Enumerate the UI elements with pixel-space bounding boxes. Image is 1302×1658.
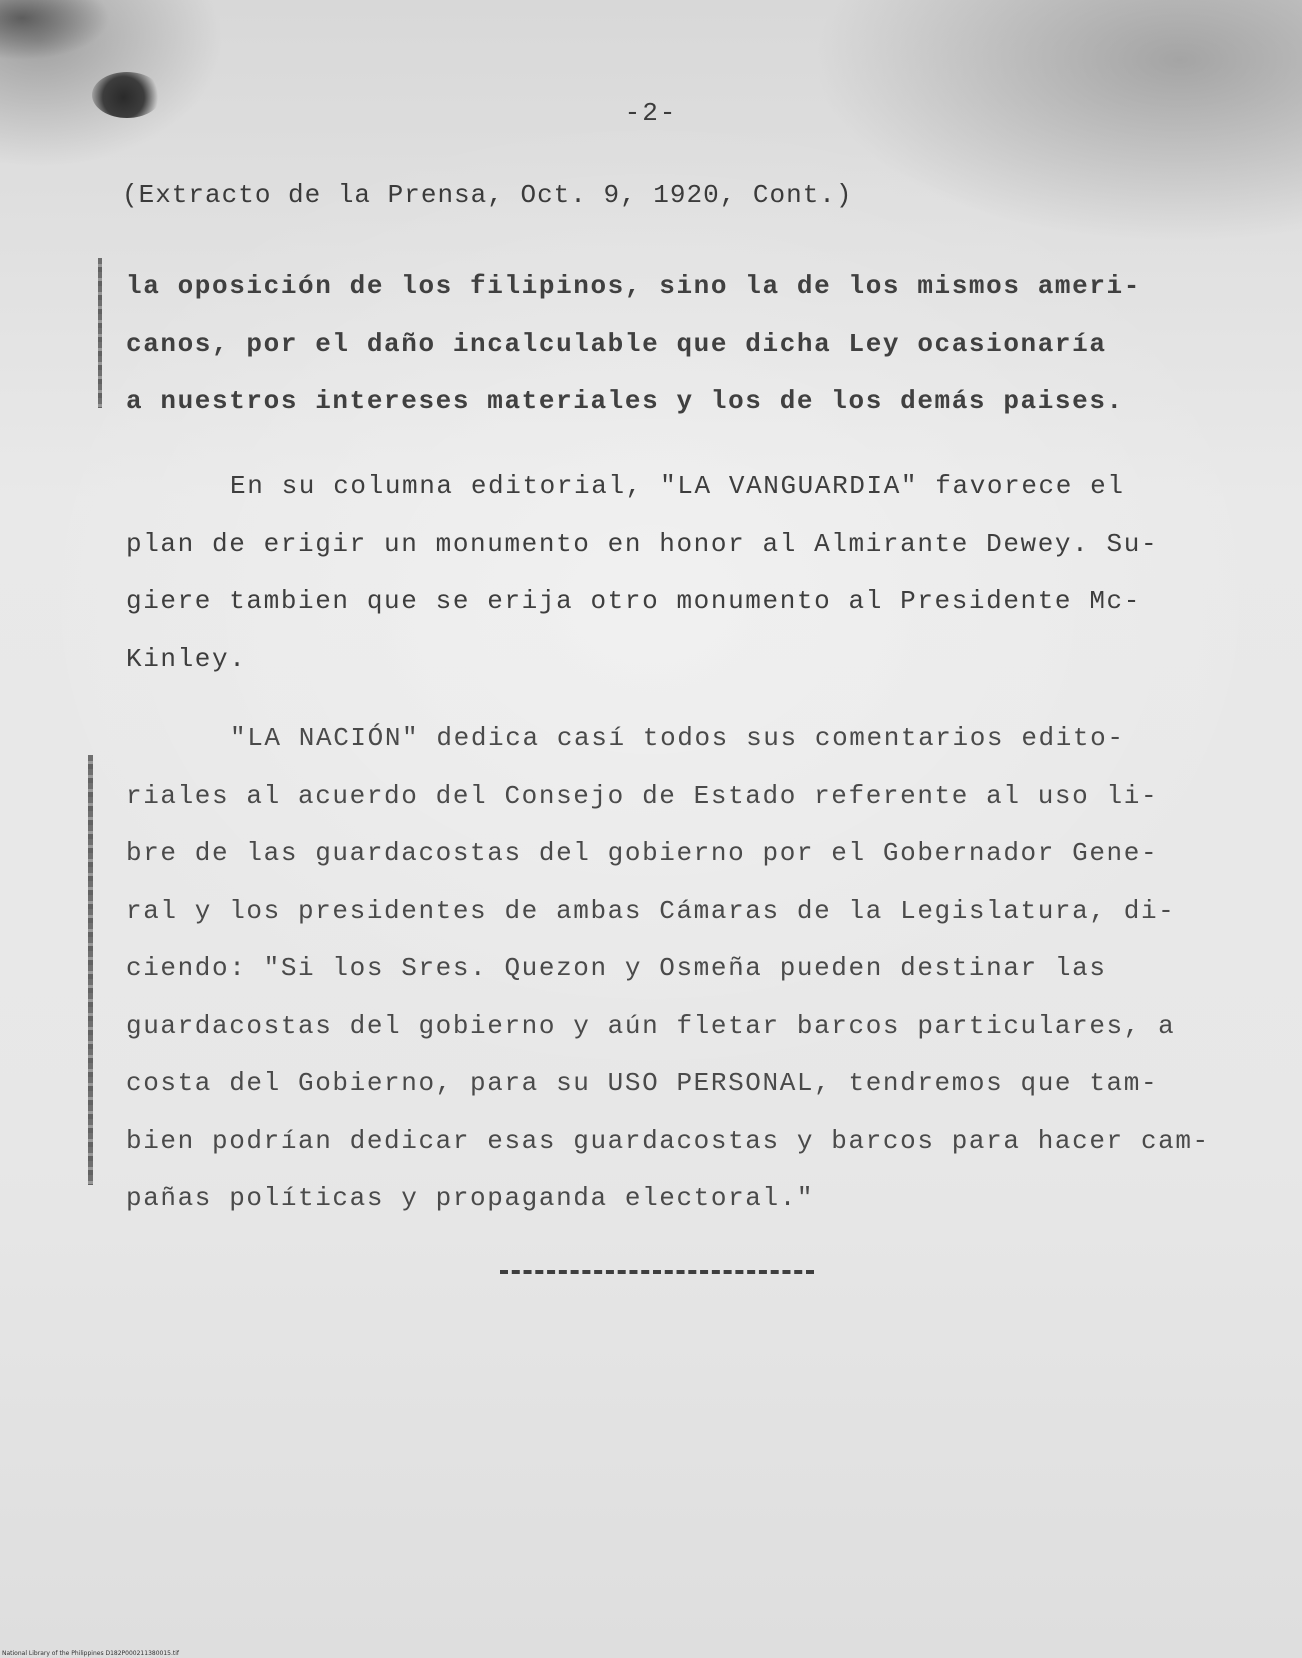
page-number: -2-: [624, 98, 678, 128]
archive-footer: National Library of the Philippines D182P000211380015.tif: [2, 1650, 180, 1657]
text-line: canos, por el daño incalculable que dicha Ley ocasionaría: [126, 328, 1107, 359]
text-line: "LA NACIÓN" dedica casí todos sus comentarios edito-: [230, 723, 1125, 753]
paragraph-2: [126, 458, 1246, 688]
text-line: bre de las guardacostas del gobierno por el Gobernador Gene-: [126, 838, 1159, 868]
text-line: la oposición de los filipinos, sino la de los mismos ameri-: [126, 271, 1141, 301]
text-line: ciendo: "Si los Sres. Quezon y Osmeña pueden destinar las: [126, 953, 1107, 983]
text-line: bien podrían dedicar esas guardacostas y barcos para hacer cam-: [126, 1125, 1210, 1156]
text-line: ral y los presidentes de ambas Cámaras de la Legislatura, di-: [126, 895, 1176, 926]
margin-mark-top: [98, 258, 102, 408]
text-line: costa del Gobierno, para su USO PERSONAL, tendremos que tam-: [126, 1068, 1159, 1098]
closing-dashed-rule: [500, 1270, 814, 1274]
paragraph-1: [126, 258, 1246, 431]
paragraph-3: [126, 710, 1246, 1228]
text-line: Kinley.: [126, 643, 247, 674]
text-line: plan de erigir un monumento en honor al Almirante Dewey. Su-: [126, 528, 1159, 559]
text-line: giere tambien que se erija otro monumento al Presidente Mc-: [126, 586, 1141, 616]
margin-mark-bottom: [88, 755, 93, 1185]
document-subtitle: (Extracto de la Prensa, Oct. 9, 1920, Cont.): [122, 180, 853, 210]
text-line: guardacostas del gobierno y aún fletar barcos particulares, a: [126, 1010, 1176, 1041]
text-line: riales al acuerdo del Consejo de Estado referente al uso li-: [126, 780, 1159, 811]
text-line: En su columna editorial, "LA VANGUARDIA" favorece el: [230, 471, 1125, 501]
text-line: pañas políticas y propaganda electoral.": [126, 1183, 815, 1213]
text-line: a nuestros intereses materiales y los de los demás paises.: [126, 386, 1124, 416]
ink-stain: [0, 0, 110, 60]
